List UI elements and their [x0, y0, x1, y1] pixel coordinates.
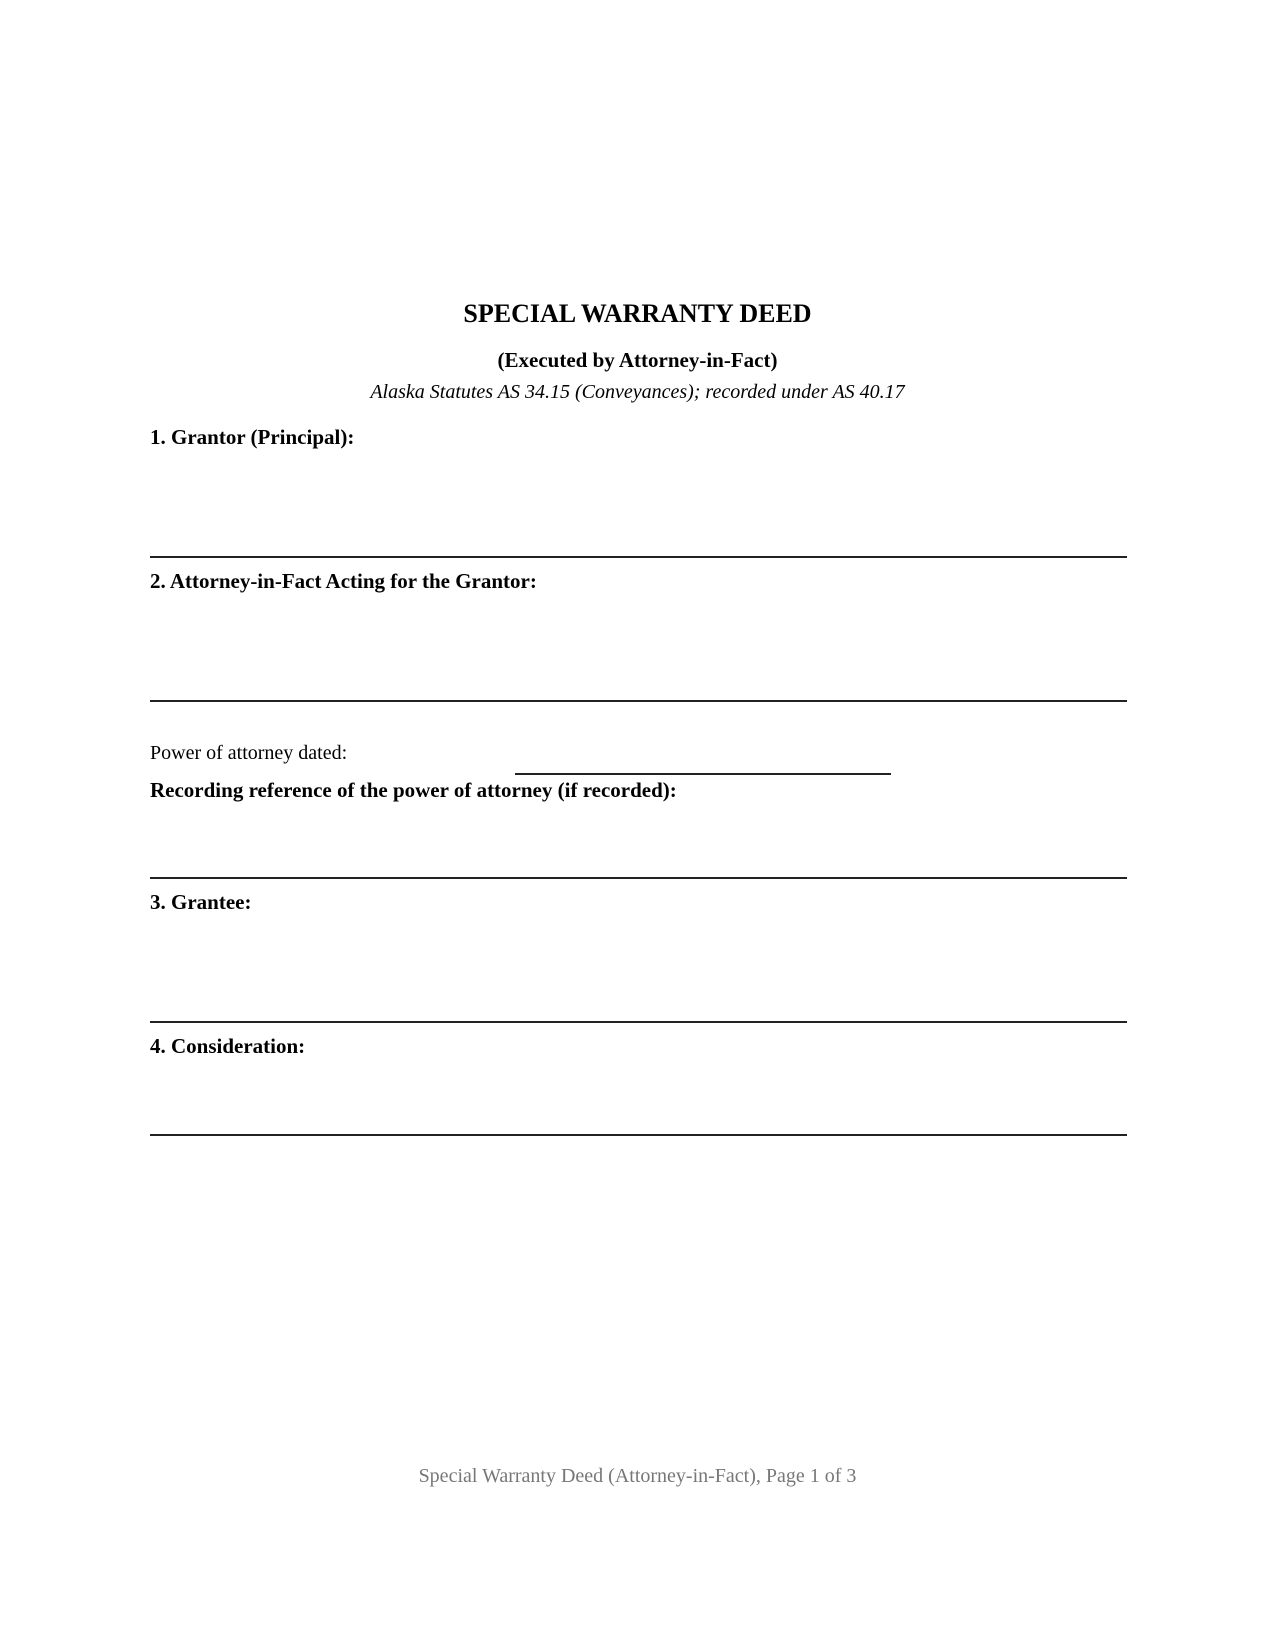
attorney-in-fact-field-line[interactable]	[150, 700, 1127, 702]
consideration-label: 4. Consideration:	[150, 1034, 306, 1058]
poa-recording-reference-label: Recording reference of the power of attorney (if recorded):	[150, 778, 677, 802]
page-footer: Special Warranty Deed (Attorney-in-Fact), Page 1 of 3	[418, 1465, 857, 1487]
consideration-field-line[interactable]	[150, 1134, 1127, 1136]
document-title: SPECIAL WARRANTY DEED	[463, 299, 812, 328]
grantor-field-line[interactable]	[150, 556, 1127, 558]
grantee-label: 3. Grantee:	[150, 890, 252, 914]
poa-dated-field-line[interactable]	[515, 773, 891, 775]
grantor-label: 1. Grantor (Principal):	[150, 425, 355, 449]
poa-recording-reference-field-line[interactable]	[150, 877, 1127, 879]
grantee-field-line[interactable]	[150, 1021, 1127, 1023]
attorney-in-fact-label: 2. Attorney-in-Fact Acting for the Grantor:	[150, 569, 537, 593]
document-subtitle: (Executed by Attorney-in-Fact)	[497, 348, 778, 372]
poa-dated-label: Power of attorney dated:	[150, 742, 348, 764]
statute-reference: Alaska Statutes AS 34.15 (Conveyances); recorded under AS 40.17	[370, 381, 905, 403]
